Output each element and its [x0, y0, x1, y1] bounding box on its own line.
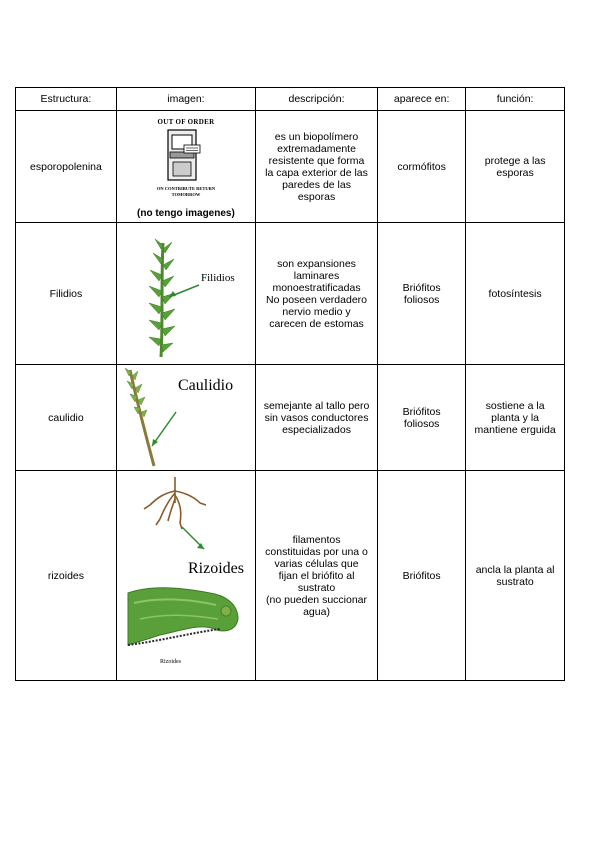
- cell-descripcion: son expansiones laminares monoestratificadas No poseen verdadero nervio medio y carecen de estomas: [255, 223, 377, 365]
- cell-imagen: [116, 471, 255, 681]
- caulidio-image: [120, 366, 251, 470]
- cell-descripcion: filamentos constituidas por una o varias células que fijan el briófito al sustrato (no pueden succionar agua): [255, 471, 377, 681]
- rizoides-label: Rizoides: [188, 559, 245, 577]
- header-row: [16, 88, 565, 111]
- sign-sub-2: TOMORROW: [171, 191, 201, 197]
- out-of-order-image: [126, 114, 246, 206]
- cell-funcion: ancla la planta al sustrato: [466, 471, 565, 681]
- header-imagen: imagen:: [116, 88, 255, 111]
- cell-descripcion: semejante al tallo pero sin vasos conductores especializados: [255, 365, 377, 471]
- header-aparece: aparece en:: [378, 88, 466, 111]
- table-row: [16, 223, 565, 365]
- cell-estructura: esporopolenina: [16, 111, 117, 223]
- table-row: [16, 365, 565, 471]
- cell-aparece: Briófitos foliosos: [378, 223, 466, 365]
- cell-aparece: Briófitos: [378, 471, 466, 681]
- rizoides-image: [120, 473, 251, 679]
- filidios-image: [121, 225, 251, 363]
- sign-title: OUT OF ORDER: [157, 117, 215, 126]
- header-funcion: función:: [466, 88, 565, 111]
- cell-estructura: rizoides: [16, 471, 117, 681]
- no-image-note: (no tengo imagenes): [137, 207, 235, 219]
- cell-funcion: protege a las esporas: [466, 111, 565, 223]
- structures-table: [15, 87, 565, 681]
- sign-sub-1: ON CONTRIBUTE RETURN: [156, 185, 216, 191]
- rizoides-small-label: Rizoides: [160, 658, 182, 665]
- cell-funcion: fotosíntesis: [466, 223, 565, 365]
- header-descripcion: descripción:: [255, 88, 377, 111]
- cell-estructura: caulidio: [16, 365, 117, 471]
- cell-funcion: sostiene a la planta y la mantiene erguida: [466, 365, 565, 471]
- cell-estructura: Filidios: [16, 223, 117, 365]
- caulidio-label: Caulidio: [178, 376, 234, 394]
- cell-imagen: [116, 111, 255, 223]
- cell-descripcion: es un biopolímero extremadamente resistente que forma la capa exterior de las paredes de las esporas: [255, 111, 377, 223]
- table-row: [16, 111, 565, 223]
- cell-aparece: Briófitos foliosos: [378, 365, 466, 471]
- header-estructura: Estructura:: [16, 88, 117, 111]
- table-row: [16, 471, 565, 681]
- filidios-label: Filidios: [200, 271, 235, 284]
- cell-imagen: [116, 365, 255, 471]
- cell-aparece: cormófitos: [378, 111, 466, 223]
- cell-imagen: [116, 223, 255, 365]
